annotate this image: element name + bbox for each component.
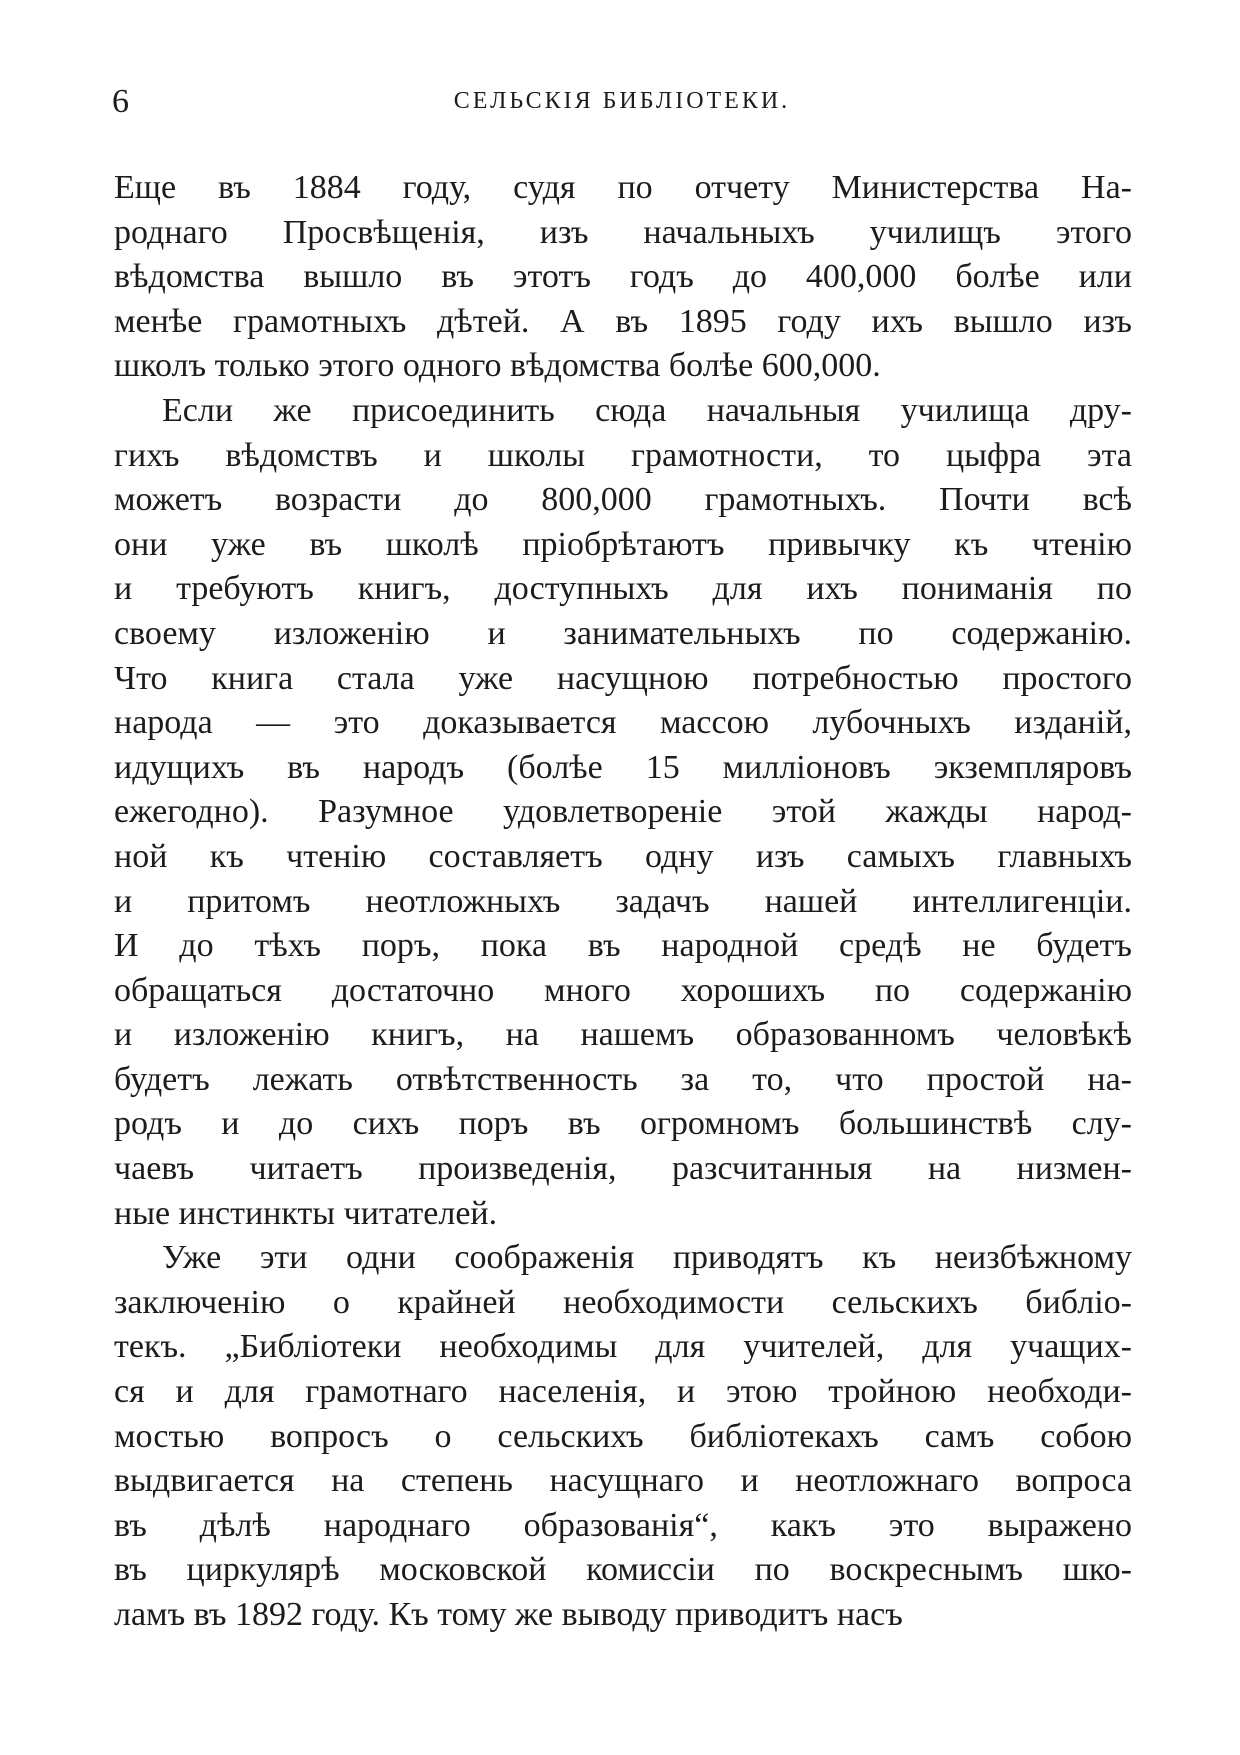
text-line: ежегодно). Разумное удовлетвореніе этой жажды народ- [114,793,1132,831]
text-line: менѣе грамотныхъ дѣтей. А въ 1895 году ихъ вышло изъ [114,302,1132,340]
text-line: и изложенію книгъ, на нашемъ образованномъ человѣкѣ [114,1016,1132,1054]
text-line: въ циркулярѣ московской комиссіи по воскреснымъ шко- [114,1551,1132,1589]
text-line: роднаго Просвѣщенія, изъ начальныхъ училищъ этого [114,213,1132,251]
text-line: выдвигается на степень насущнаго и неотложнаго вопроса [114,1462,1132,1500]
text-line: въ дѣлѣ народнаго образованія“, какъ это выражено [114,1506,1132,1544]
text-line: и притомъ неотложныхъ задачъ нашей интеллигенціи. [114,882,1132,920]
running-title: СЕЛЬСКІЯ БИБЛІОТЕКИ. [453,88,791,114]
page-header [112,82,1132,122]
text-line: вѣдомства вышло въ этотъ годъ до 400,000 болѣе или [114,258,1132,296]
text-line: идущихъ въ народъ (болѣе 15 милліоновъ экземпляровъ [114,748,1132,786]
paragraph [114,1236,1132,1637]
text-line: ные инстинкты читателей. [114,1194,498,1232]
text-line: ламъ въ 1892 году. Къ тому же выводу приводитъ насъ [114,1596,903,1633]
text-line: Что книга стала уже насущною потребностью простого [114,659,1132,697]
text-line: народа — это доказывается массою лубочныхъ изданій, [114,704,1132,742]
page-number: 6 [112,83,129,120]
text-line: и требуютъ книгъ, доступныхъ для ихъ пониманія по [114,570,1132,608]
text-line: Уже эти одни соображенія приводятъ къ неизбѣжному [162,1239,1132,1277]
text-line: И до тѣхъ поръ, пока въ народной средѣ не будетъ [114,927,1132,965]
text-line: ся и для грамотнаго населенія, и этою тройною необходи- [114,1373,1132,1411]
text-line: ной къ чтенію составляетъ одну изъ самыхъ главныхъ [114,837,1132,875]
text-line: Если же присоединить сюда начальныя училища дру- [162,391,1132,429]
text-line: своему изложенію и занимательныхъ по содержанію. [114,614,1132,652]
text-line: будетъ лежать отвѣтственность за то, что простой на- [114,1060,1132,1098]
paragraph [114,389,1132,1236]
text-line: текъ. „Библіотеки необходимы для учителей, для учащих- [114,1328,1132,1366]
text-line: можетъ возрасти до 800,000 грамотныхъ. Почти всѣ [114,481,1132,519]
text-line: Еще въ 1884 году, судя по отчету Министерства На- [114,169,1132,206]
paragraph [114,166,1132,389]
text-line: мостью вопросъ о сельскихъ библіотекахъ самъ собою [114,1417,1132,1455]
text-line: обращаться достаточно много хорошихъ по содержанію [114,971,1132,1009]
text-line: заключенію о крайней необходимости сельскихъ библіо- [114,1283,1132,1321]
text-line: чаевъ читаетъ произведенія, разсчитанныя на низмен- [114,1150,1132,1188]
text-line: гихъ вѣдомствъ и школы грамотности, то цыфра эта [114,436,1132,474]
text-line: родъ и до сихъ поръ въ огромномъ большинствѣ слу- [114,1105,1132,1143]
text-line: они уже въ школѣ пріобрѣтаютъ привычку къ чтенію [114,525,1132,563]
body-text [114,166,1132,1638]
text-line: школъ только этого одного вѣдомства болѣе 600,000. [114,347,881,385]
